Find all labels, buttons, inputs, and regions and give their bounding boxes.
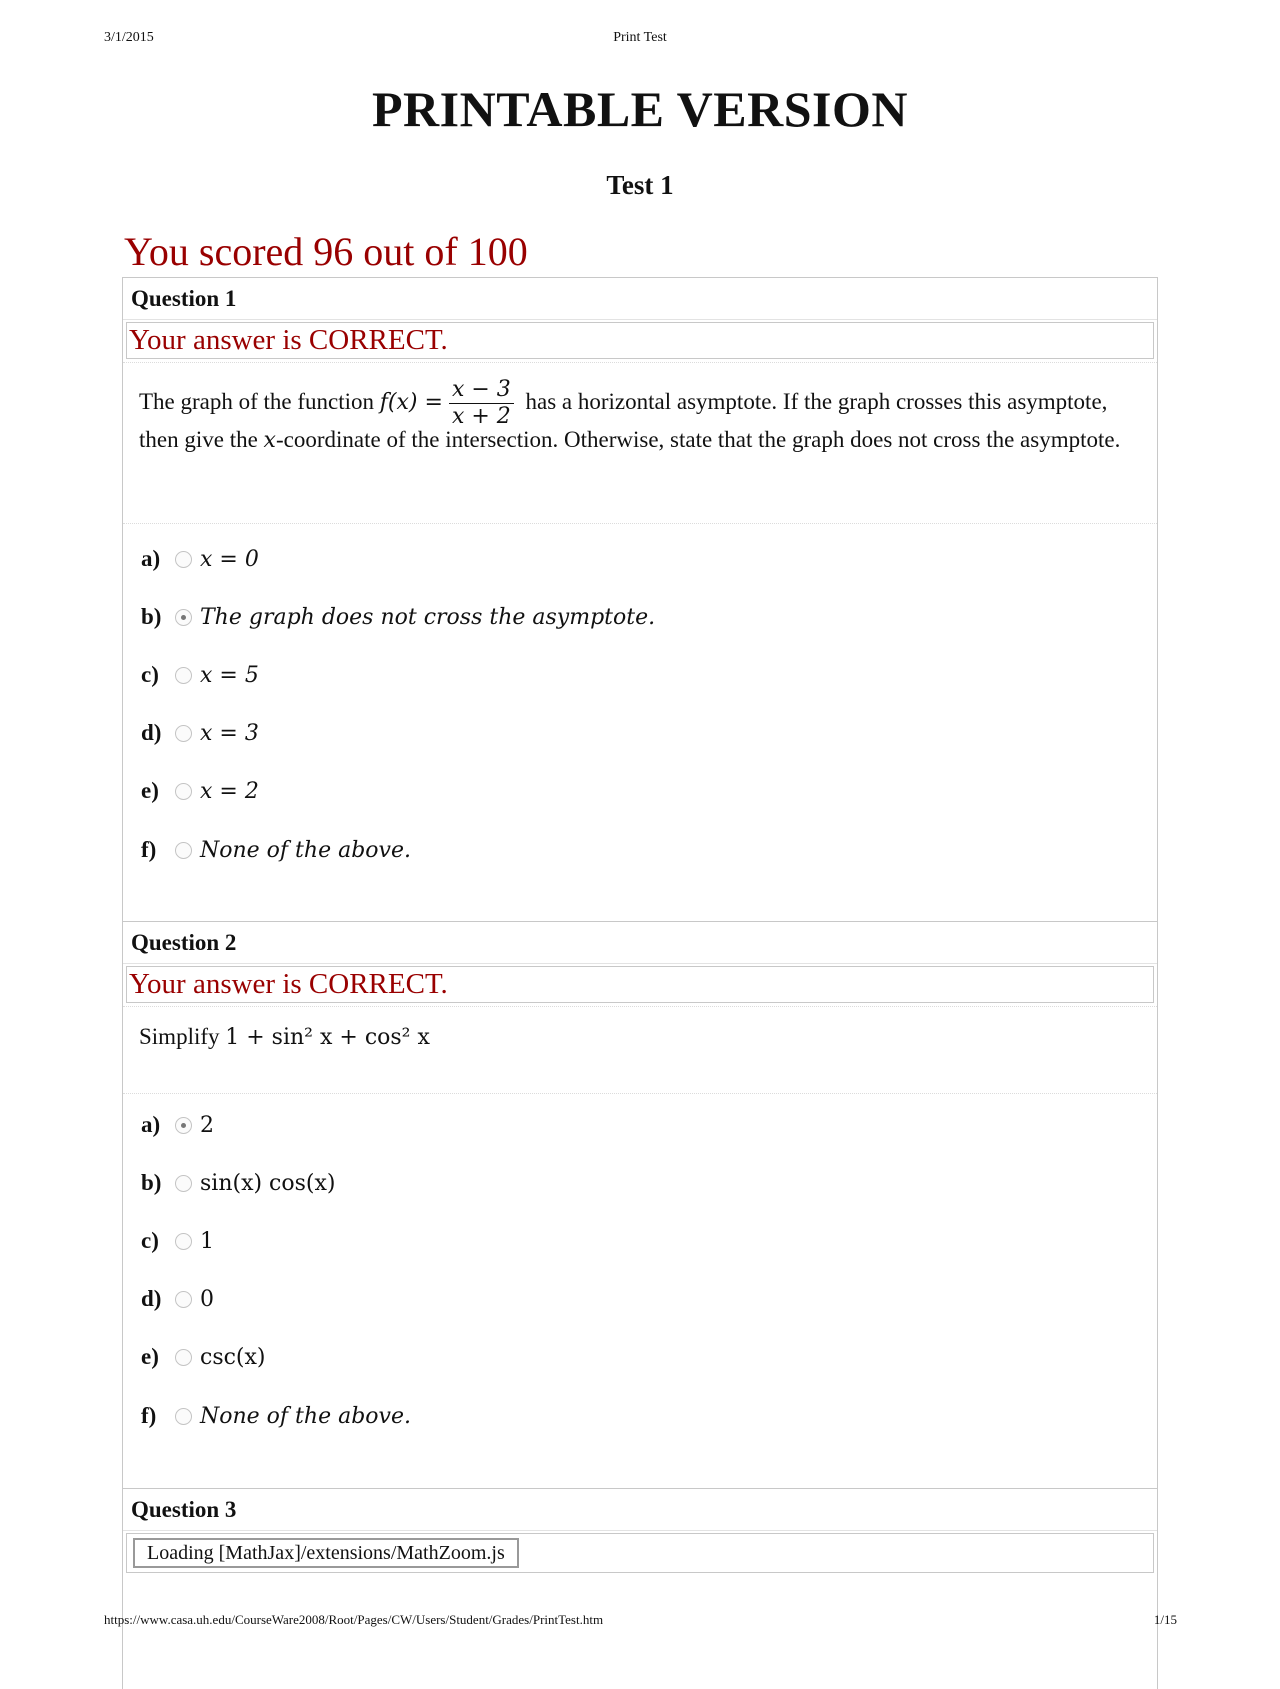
stem-text-part: has a horizontal asymptote. If the graph crosses this asymptote, then give the — [139, 388, 1108, 452]
radio-button-selected[interactable] — [175, 1117, 192, 1134]
answer-option[interactable] — [141, 774, 259, 808]
option-text: 2 — [200, 1112, 214, 1138]
radio-button[interactable] — [175, 1291, 192, 1308]
answer-option[interactable] — [141, 658, 259, 692]
option-label: d) — [141, 720, 162, 745]
fraction — [449, 379, 514, 428]
question-heading: Question 1 — [123, 278, 1157, 320]
answer-option[interactable] — [141, 542, 259, 576]
answer-option[interactable] — [141, 1340, 266, 1374]
print-footer-page-number: 1/15 — [1153, 1612, 1177, 1627]
option-label: d) — [141, 1286, 162, 1311]
question-stem-text — [139, 379, 1137, 453]
answer-status: Your answer is CORRECT. — [126, 322, 1154, 359]
answer-option[interactable] — [141, 1282, 214, 1316]
answer-option[interactable] — [141, 1108, 214, 1142]
option-text: x = 2 — [200, 778, 259, 804]
option-text: None of the above. — [200, 1403, 411, 1429]
loading-container — [126, 1533, 1154, 1573]
function-lhs: f(x) = — [379, 389, 443, 415]
radio-button[interactable] — [175, 551, 192, 568]
question-stem — [123, 1006, 1157, 1094]
option-text: sin(x) cos(x) — [200, 1170, 336, 1196]
score-text: You scored 96 out of 100 — [124, 229, 528, 274]
option-text: The graph does not cross the asymptote. — [200, 604, 656, 630]
radio-button[interactable] — [175, 667, 192, 684]
stem-expression: 1 + sin² x + cos² x — [225, 1025, 430, 1050]
test-name: Test 1 — [606, 170, 674, 200]
radio-button[interactable] — [175, 1408, 192, 1425]
answer-option[interactable] — [141, 716, 259, 750]
answer-option[interactable] — [141, 833, 411, 867]
option-text: x = 5 — [200, 662, 259, 688]
stem-text-part: The graph of the function — [139, 388, 375, 414]
radio-button-selected[interactable] — [175, 609, 192, 626]
option-text: None of the above. — [200, 837, 411, 863]
question-stem-text — [139, 1025, 1137, 1050]
stem-variable: x — [263, 428, 276, 453]
question-3-card — [122, 1488, 1158, 1689]
stem-text-part: -coordinate of the intersection. Otherwise, state that the graph does not cross the asymptote. — [275, 427, 1121, 452]
question-stem — [123, 362, 1157, 524]
option-label: b) — [141, 604, 162, 629]
question-heading: Question 3 — [123, 1489, 1157, 1531]
option-label: f) — [141, 1403, 157, 1428]
option-text: x = 3 — [200, 720, 259, 746]
mathjax-loading-message: Loading [MathJax]/extensions/MathZoom.js — [133, 1538, 519, 1568]
option-label: f) — [141, 837, 157, 862]
radio-button[interactable] — [175, 1175, 192, 1192]
answer-option[interactable] — [141, 1224, 214, 1258]
option-text: 0 — [200, 1286, 214, 1312]
radio-button[interactable] — [175, 725, 192, 742]
question-2-card — [122, 921, 1158, 1489]
option-text: csc(x) — [200, 1344, 266, 1370]
question-1-card — [122, 277, 1158, 922]
option-label: c) — [141, 662, 159, 687]
option-label: a) — [141, 1112, 161, 1137]
print-footer-url: https://www.casa.uh.edu/CourseWare2008/Root/Pages/CW/Users/Student/Grades/PrintTest.htm — [104, 1612, 604, 1627]
print-header-date: 3/1/2015 — [104, 30, 154, 45]
stem-text-part: Simplify — [139, 1024, 220, 1049]
answer-status: Your answer is CORRECT. — [126, 966, 1154, 1003]
question-heading: Question 2 — [123, 922, 1157, 964]
answer-option[interactable] — [141, 1166, 336, 1200]
fraction-numerator: x − 3 — [449, 379, 514, 404]
option-label: a) — [141, 546, 161, 571]
option-label: e) — [141, 778, 159, 803]
answer-option[interactable] — [141, 600, 655, 634]
radio-button[interactable] — [175, 1233, 192, 1250]
answer-option[interactable] — [141, 1399, 411, 1433]
option-label: c) — [141, 1228, 159, 1253]
radio-button[interactable] — [175, 1349, 192, 1366]
fraction-denominator: x + 2 — [451, 404, 511, 429]
page-title: PRINTABLE VERSION — [372, 81, 908, 137]
radio-button[interactable] — [175, 842, 192, 859]
radio-button[interactable] — [175, 783, 192, 800]
option-label: e) — [141, 1344, 159, 1369]
print-header-title: Print Test — [613, 30, 667, 45]
option-text: x = 0 — [200, 546, 259, 572]
option-label: b) — [141, 1170, 162, 1195]
option-text: 1 — [200, 1228, 214, 1254]
